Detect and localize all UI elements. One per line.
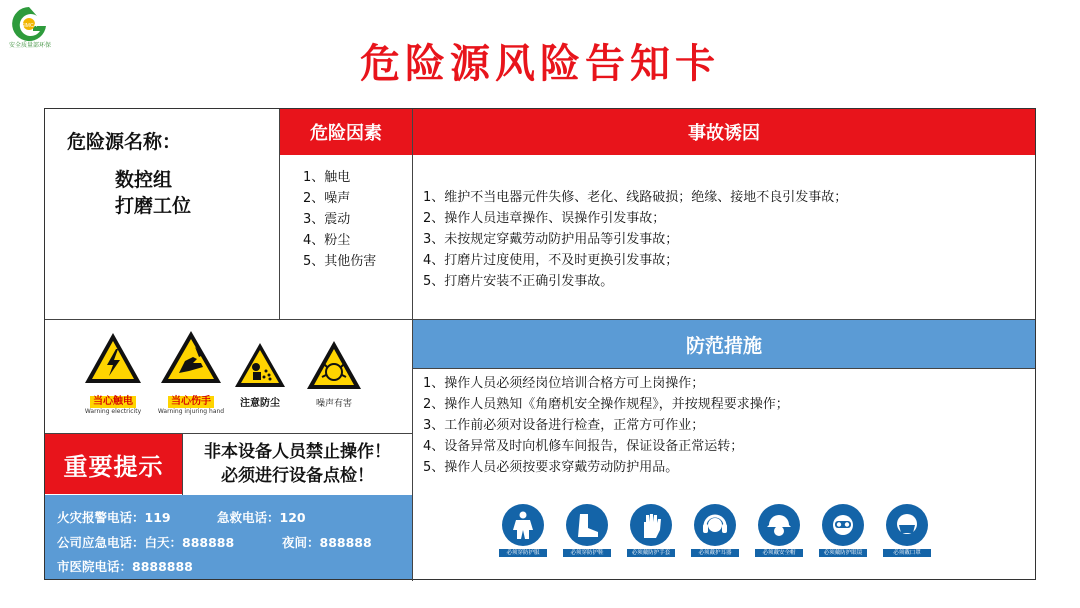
preventive-measures-header: 防范措施 <box>413 320 1035 368</box>
fire-phone: 火灾报警电话：119 <box>57 510 171 525</box>
hazard-source-label: 危险源名称： <box>67 131 182 153</box>
warning-sign-noise <box>303 339 365 409</box>
notice-line2: 必须进行设备点检！ <box>221 466 374 486</box>
ppe-label: 必须戴防护手套 <box>627 549 675 557</box>
ppe-label: 必须戴安全帽 <box>755 549 803 557</box>
risk-factors-list <box>303 167 376 272</box>
svg-text:SIMCA: SIMCA <box>21 23 37 29</box>
ppe-label: 必须戴口罩 <box>883 549 931 557</box>
list-item: 4、粉尘 <box>303 233 351 248</box>
list-item: 2、操作人员熟知《角磨机安全操作规程》，并按规程要求操作； <box>423 397 789 412</box>
warning-sign-hand <box>157 329 225 415</box>
list-item: 1、维护不当电器元件失修、老化、线路破损；绝缘、接地不良引发事故； <box>423 190 848 205</box>
ppe-sign <box>753 504 805 557</box>
ppe-label: 必须戴防护眼镜 <box>819 549 867 557</box>
hazard-source-value <box>115 167 191 219</box>
protective-gloves-icon <box>636 510 666 540</box>
ppe-sign <box>881 504 933 557</box>
divider <box>413 368 1035 369</box>
risk-card <box>44 108 1036 580</box>
electric-shock-warning-icon <box>83 331 143 385</box>
list-item: 2、噪声 <box>303 191 351 206</box>
hand-injury-warning-icon <box>159 329 223 385</box>
list-item: 4、打磨片过度使用，不及时更换引发事故； <box>423 253 679 268</box>
ppe-sign <box>689 504 741 557</box>
ppe-sign <box>561 504 613 557</box>
important-notice-label: 重要提示 <box>45 434 182 494</box>
warning-sign-sub: Warning injuring hand <box>157 408 225 415</box>
page-title: 危险源风险告知卡 <box>360 41 720 87</box>
warning-sign-label: 噪声有害 <box>315 399 352 409</box>
company-phone-day: 公司应急电话：白天：888888 <box>57 535 235 550</box>
ear-protection-icon <box>700 510 730 540</box>
protective-shoes-icon <box>572 510 602 540</box>
emergency-phone: 急救电话：120 <box>217 510 306 525</box>
list-item: 4、设备异常及时向机修车间报告，保证设备正常运转； <box>423 439 744 454</box>
safety-helmet-icon <box>764 510 794 540</box>
risk-factors-header: 危险因素 <box>280 109 412 155</box>
preventive-measures-list <box>423 373 789 478</box>
notice-line1: 非本设备人员禁止操作！ <box>204 442 391 462</box>
warning-sign-label: 注意防尘 <box>240 398 280 409</box>
logo-caption: 安全质量部环保 <box>8 42 51 49</box>
warning-sign-electric <box>81 331 145 415</box>
warning-sign-label: 当心伤手 <box>168 396 214 408</box>
list-item: 5、其他伤害 <box>303 254 377 269</box>
company-phone-night: 夜间：888888 <box>282 535 372 550</box>
hazard-source-value-line1: 数控组 <box>115 169 173 191</box>
ppe-label: 必须穿防护服 <box>499 549 547 557</box>
ppe-label: 必须戴护耳器 <box>691 549 739 557</box>
noise-warning-icon <box>305 339 363 391</box>
important-notice-text <box>183 434 412 494</box>
list-item: 3、未按规定穿戴劳动防护用品等引发事故； <box>423 232 679 247</box>
ppe-sign <box>497 504 549 557</box>
list-item: 2、操作人员违章操作、误操作引发事故； <box>423 211 666 226</box>
list-item: 1、操作人员必须经岗位培训合格方可上岗操作； <box>423 376 705 391</box>
protective-goggles-icon <box>828 510 858 540</box>
list-item: 3、震动 <box>303 212 351 227</box>
ppe-label: 必须穿防护鞋 <box>563 549 611 557</box>
warning-sign-sub: Warning electricity <box>84 408 142 415</box>
warning-sign-label: 当心触电 <box>90 396 136 408</box>
accident-causes-header: 事故诱因 <box>413 109 1035 155</box>
face-mask-icon <box>892 510 922 540</box>
dust-warning-icon <box>233 341 287 389</box>
accident-causes-list <box>423 187 847 292</box>
ppe-sign <box>817 504 869 557</box>
ppe-sign <box>625 504 677 557</box>
list-item: 1、触电 <box>303 170 351 185</box>
list-item: 3、工作前必须对设备进行检查，正常方可作业； <box>423 418 705 433</box>
emergency-phones <box>45 495 412 579</box>
protective-clothing-icon <box>508 510 538 540</box>
hospital-phone: 市医院电话：8888888 <box>57 559 193 574</box>
hazard-source-value-line2: 打磨工位 <box>115 195 192 217</box>
list-item: 5、打磨片安装不正确引发事故。 <box>423 274 614 289</box>
list-item: 5、操作人员必须按要求穿戴劳动防护用品。 <box>423 460 679 475</box>
warning-sign-dust <box>231 341 289 409</box>
